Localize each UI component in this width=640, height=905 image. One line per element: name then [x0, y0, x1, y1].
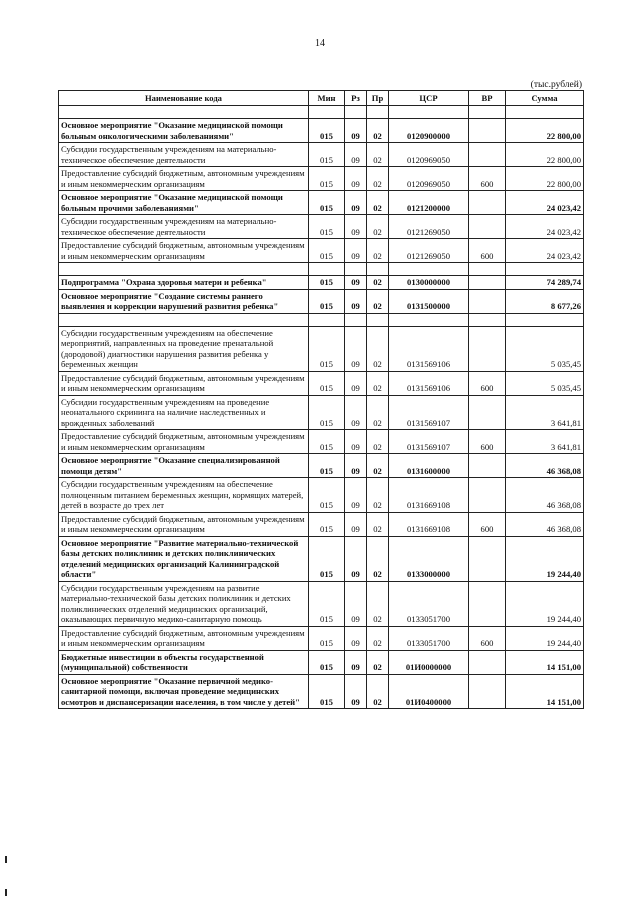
spacer-cell — [469, 106, 506, 119]
cell-rz: 09 — [345, 119, 367, 143]
cell-sum: 14 151,00 — [506, 650, 584, 674]
cell-name: Предоставление субсидий бюджетным, автономным учреждениям и иным некоммерческим организациям — [59, 167, 309, 191]
cell-vr: 600 — [469, 512, 506, 536]
cell-min: 015 — [309, 289, 345, 313]
cell-sum: 3 641,81 — [506, 430, 584, 454]
table-row — [59, 326, 584, 371]
spacer-row — [59, 313, 584, 326]
cell-name: Субсидии государственным учреждениям на материально-техническое обеспечение деятельности — [59, 215, 309, 239]
cell-min: 015 — [309, 478, 345, 513]
cell-csr: 0131569107 — [389, 395, 469, 430]
cell-name: Субсидии государственным учреждениям на развитие материально-технической базы детских поликлиник и детских поликлинических отделений медицинских организаций, оказывающих первичную медико-санитарную помощь — [59, 581, 309, 626]
cell-csr: 0131569107 — [389, 430, 469, 454]
cell-rz: 09 — [345, 215, 367, 239]
cell-rz: 09 — [345, 167, 367, 191]
cell-sum: 8 677,26 — [506, 289, 584, 313]
table-row — [59, 650, 584, 674]
spacer-cell — [367, 263, 389, 276]
table-row — [59, 478, 584, 513]
spacer-cell — [506, 263, 584, 276]
cell-min: 015 — [309, 512, 345, 536]
cell-sum: 24 023,42 — [506, 191, 584, 215]
cell-pr: 02 — [367, 167, 389, 191]
cell-min: 015 — [309, 395, 345, 430]
cell-csr: 0131500000 — [389, 289, 469, 313]
cell-min: 015 — [309, 371, 345, 395]
cell-name: Субсидии государственным учреждениям на материально-техническое обеспечение деятельности — [59, 143, 309, 167]
cell-min: 015 — [309, 326, 345, 371]
cell-name: Предоставление субсидий бюджетным, автономным учреждениям и иным некоммерческим организациям — [59, 512, 309, 536]
spacer-cell — [367, 106, 389, 119]
cell-vr — [469, 143, 506, 167]
spacer-cell — [345, 263, 367, 276]
table-row — [59, 167, 584, 191]
table-row — [59, 239, 584, 263]
spacer-cell — [345, 313, 367, 326]
cell-pr: 02 — [367, 512, 389, 536]
cell-name: Основное мероприятие "Развитие материально-технической базы детских поликлиник и детских поликлинических отделений медицинских организаций Калининградской области" — [59, 536, 309, 581]
spacer-cell — [506, 313, 584, 326]
cell-vr: 600 — [469, 626, 506, 650]
cell-rz: 09 — [345, 191, 367, 215]
cell-csr: 0133051700 — [389, 626, 469, 650]
spacer-cell — [59, 313, 309, 326]
spacer-row — [59, 106, 584, 119]
spacer-cell — [389, 313, 469, 326]
cell-pr: 02 — [367, 581, 389, 626]
cell-vr: 600 — [469, 167, 506, 191]
header-sum: Сумма — [506, 91, 584, 106]
cell-vr — [469, 289, 506, 313]
spacer-cell — [389, 106, 469, 119]
cell-pr: 02 — [367, 119, 389, 143]
cell-vr: 600 — [469, 430, 506, 454]
cell-vr: 600 — [469, 371, 506, 395]
cell-pr: 02 — [367, 626, 389, 650]
cell-sum: 19 244,40 — [506, 626, 584, 650]
cell-sum: 74 289,74 — [506, 276, 584, 290]
cell-rz: 09 — [345, 536, 367, 581]
cell-rz: 09 — [345, 430, 367, 454]
spacer-row — [59, 263, 584, 276]
cell-min: 015 — [309, 143, 345, 167]
cell-pr: 02 — [367, 478, 389, 513]
cell-sum: 22 800,00 — [506, 143, 584, 167]
spacer-cell — [345, 106, 367, 119]
cell-sum: 46 368,08 — [506, 454, 584, 478]
cell-pr: 02 — [367, 395, 389, 430]
cell-vr — [469, 215, 506, 239]
cell-vr — [469, 650, 506, 674]
header-csr: ЦСР — [389, 91, 469, 106]
table-row — [59, 215, 584, 239]
cell-csr: 0120969050 — [389, 167, 469, 191]
header-pr: Пр — [367, 91, 389, 106]
table-row — [59, 289, 584, 313]
cell-rz: 09 — [345, 626, 367, 650]
unit-label: (тыс.рублей) — [530, 80, 582, 90]
cell-name: Подпрограмма "Охрана здоровья матери и ребенка" — [59, 276, 309, 290]
cell-pr: 02 — [367, 536, 389, 581]
cell-min: 015 — [309, 626, 345, 650]
cell-name: Субсидии государственным учреждениям на обеспечение полноценным питанием беременных женщин, кормящих матерей, детей в возрасте до трех лет — [59, 478, 309, 513]
table-row — [59, 674, 584, 709]
cell-sum: 19 244,40 — [506, 536, 584, 581]
cell-name: Субсидии государственным учреждениям на обеспечение мероприятий, направленных на проведение пренатальной (дородовой) диагностики нарушения развития ребенка у беременных женщин — [59, 326, 309, 371]
cell-rz: 09 — [345, 371, 367, 395]
cell-rz: 09 — [345, 478, 367, 513]
cell-name: Основное мероприятие "Оказание первичной медико-санитарной помощи, включая проведение медицинских осмотров и диспансеризации населения, в том числе у детей" — [59, 674, 309, 709]
spacer-cell — [469, 263, 506, 276]
cell-vr — [469, 581, 506, 626]
cell-vr — [469, 674, 506, 709]
cell-sum: 22 800,00 — [506, 167, 584, 191]
table-row — [59, 581, 584, 626]
table-row — [59, 119, 584, 143]
cell-rz: 09 — [345, 289, 367, 313]
table-row — [59, 276, 584, 290]
cell-csr: 0121269050 — [389, 239, 469, 263]
cell-name: Основное мероприятие "Оказание специализированной помощи детям" — [59, 454, 309, 478]
cell-name: Предоставление субсидий бюджетным, автономным учреждениям и иным некоммерческим организациям — [59, 371, 309, 395]
budget-table — [58, 90, 584, 709]
cell-min: 015 — [309, 650, 345, 674]
cell-vr — [469, 395, 506, 430]
cell-csr: 0131600000 — [389, 454, 469, 478]
page-number: 14 — [315, 38, 325, 49]
spacer-cell — [309, 263, 345, 276]
margin-mark — [5, 856, 7, 863]
cell-pr: 02 — [367, 215, 389, 239]
cell-csr: 0121269050 — [389, 215, 469, 239]
cell-csr: 0131669108 — [389, 512, 469, 536]
cell-sum: 22 800,00 — [506, 119, 584, 143]
cell-csr: 0133051700 — [389, 581, 469, 626]
cell-vr — [469, 119, 506, 143]
cell-pr: 02 — [367, 371, 389, 395]
table-row — [59, 143, 584, 167]
spacer-cell — [367, 313, 389, 326]
cell-min: 015 — [309, 581, 345, 626]
cell-sum: 46 368,08 — [506, 478, 584, 513]
cell-sum: 19 244,40 — [506, 581, 584, 626]
spacer-cell — [389, 263, 469, 276]
cell-vr — [469, 191, 506, 215]
cell-name: Субсидии государственным учреждениям на проведение неонатального скрининга на наличие наследственных и врожденных заболеваний — [59, 395, 309, 430]
cell-pr: 02 — [367, 289, 389, 313]
cell-pr: 02 — [367, 239, 389, 263]
cell-pr: 02 — [367, 143, 389, 167]
table-row — [59, 536, 584, 581]
cell-name: Предоставление субсидий бюджетным, автономным учреждениям и иным некоммерческим организациям — [59, 626, 309, 650]
table-body — [59, 106, 584, 709]
cell-pr: 02 — [367, 430, 389, 454]
cell-sum: 5 035,45 — [506, 371, 584, 395]
header-min: Мин — [309, 91, 345, 106]
table-row — [59, 454, 584, 478]
cell-sum: 46 368,08 — [506, 512, 584, 536]
cell-sum: 5 035,45 — [506, 326, 584, 371]
cell-sum: 24 023,42 — [506, 215, 584, 239]
cell-vr: 600 — [469, 239, 506, 263]
cell-min: 015 — [309, 239, 345, 263]
cell-csr: 0131569106 — [389, 326, 469, 371]
cell-vr — [469, 454, 506, 478]
cell-csr: 0120969050 — [389, 143, 469, 167]
table-row — [59, 512, 584, 536]
cell-min: 015 — [309, 119, 345, 143]
cell-rz: 09 — [345, 581, 367, 626]
cell-csr: 0120900000 — [389, 119, 469, 143]
cell-vr — [469, 276, 506, 290]
header-row — [59, 91, 584, 106]
cell-min: 015 — [309, 674, 345, 709]
cell-rz: 09 — [345, 512, 367, 536]
spacer-cell — [59, 106, 309, 119]
cell-min: 015 — [309, 430, 345, 454]
cell-csr: 0131569106 — [389, 371, 469, 395]
table-row — [59, 395, 584, 430]
header-vr: ВР — [469, 91, 506, 106]
cell-min: 015 — [309, 191, 345, 215]
cell-pr: 02 — [367, 650, 389, 674]
cell-csr: 0133000000 — [389, 536, 469, 581]
cell-vr — [469, 536, 506, 581]
cell-min: 015 — [309, 276, 345, 290]
cell-rz: 09 — [345, 239, 367, 263]
spacer-cell — [309, 106, 345, 119]
cell-min: 015 — [309, 215, 345, 239]
table-row — [59, 626, 584, 650]
cell-rz: 09 — [345, 326, 367, 371]
cell-min: 015 — [309, 167, 345, 191]
spacer-cell — [59, 263, 309, 276]
cell-sum: 24 023,42 — [506, 239, 584, 263]
cell-pr: 02 — [367, 454, 389, 478]
cell-rz: 09 — [345, 674, 367, 709]
spacer-cell — [506, 106, 584, 119]
cell-name: Основное мероприятие "Оказание медицинской помощи больным прочими заболеваниями" — [59, 191, 309, 215]
cell-pr: 02 — [367, 191, 389, 215]
cell-name: Основное мероприятие "Оказание медицинской помощи больным онкологическими заболеваниями" — [59, 119, 309, 143]
cell-csr: 01И0000000 — [389, 650, 469, 674]
cell-name: Основное мероприятие "Создание системы раннего выявления и коррекции нарушений развития ребенка" — [59, 289, 309, 313]
cell-pr: 02 — [367, 674, 389, 709]
cell-pr: 02 — [367, 276, 389, 290]
cell-min: 015 — [309, 454, 345, 478]
cell-name: Предоставление субсидий бюджетным, автономным учреждениям и иным некоммерческим организациям — [59, 430, 309, 454]
header-rz: Рз — [345, 91, 367, 106]
cell-csr: 01И0400000 — [389, 674, 469, 709]
cell-csr: 0130000000 — [389, 276, 469, 290]
cell-rz: 09 — [345, 454, 367, 478]
margin-mark — [5, 889, 7, 896]
cell-rz: 09 — [345, 143, 367, 167]
cell-name: Бюджетные инвестиции в объекты государственной (муниципальной) собственности — [59, 650, 309, 674]
cell-pr: 02 — [367, 326, 389, 371]
cell-csr: 0131669108 — [389, 478, 469, 513]
cell-rz: 09 — [345, 650, 367, 674]
cell-min: 015 — [309, 536, 345, 581]
cell-vr — [469, 326, 506, 371]
table-row — [59, 191, 584, 215]
cell-rz: 09 — [345, 395, 367, 430]
header-name: Наименование кода — [59, 91, 309, 106]
cell-rz: 09 — [345, 276, 367, 290]
table-row — [59, 430, 584, 454]
cell-sum: 14 151,00 — [506, 674, 584, 709]
spacer-cell — [469, 313, 506, 326]
cell-name: Предоставление субсидий бюджетным, автономным учреждениям и иным некоммерческим организациям — [59, 239, 309, 263]
cell-vr — [469, 478, 506, 513]
cell-csr: 0121200000 — [389, 191, 469, 215]
cell-sum: 3 641,81 — [506, 395, 584, 430]
table-row — [59, 371, 584, 395]
spacer-cell — [309, 313, 345, 326]
